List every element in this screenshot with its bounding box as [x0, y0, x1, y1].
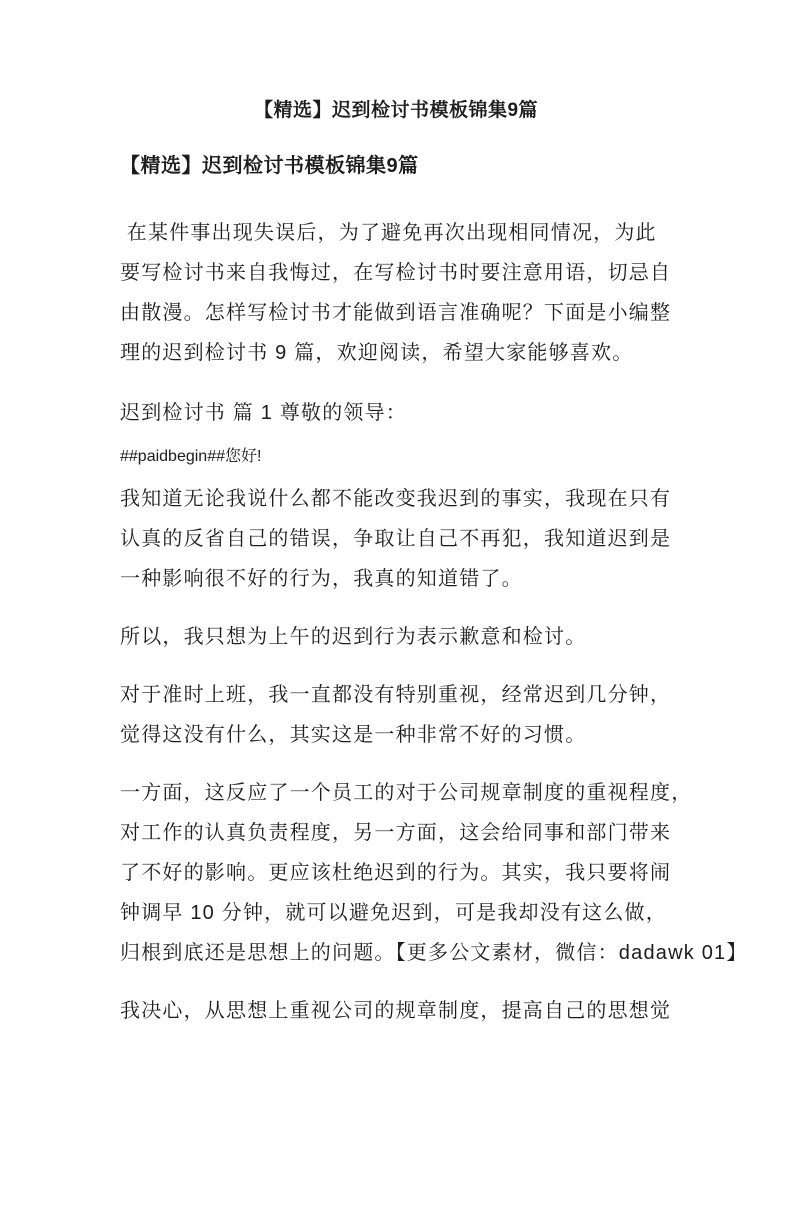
text-line: 一方面，这反应了一个员工的对于公司规章制度的重视程度， [120, 782, 693, 804]
text-line: 认真的反省自己的错误，争取让自己不再犯，我知道迟到是 [120, 528, 672, 550]
body-paragraph [120, 991, 672, 1031]
body-paragraph [120, 675, 672, 755]
document-title: 【精选】迟到检讨书模板锦集9篇 [253, 100, 539, 121]
text-line: 我决心，从思想上重视公司的规章制度，提高自己的思想觉 [120, 1000, 672, 1022]
intro-paragraph [120, 213, 672, 373]
text-line: 对于准时上班，我一直都没有特别重视，经常迟到几分钟， [120, 684, 672, 706]
text-line: 由散漫。怎样写检讨书才能做到语言准确呢？下面是小编整 [120, 302, 672, 324]
text-line: 我知道无论我说什么都不能改变我迟到的事实，我现在只有 [120, 488, 672, 510]
text-line: 了不好的影响。更应该杜绝迟到的行为。其实，我只要将闹 [120, 862, 672, 884]
body-paragraph [120, 479, 672, 599]
text-line: 要写检讨书来自我悔过，在写检讨书时要注意用语，切忌自 [120, 262, 672, 284]
text-line: 觉得这没有什么，其实这是一种非常不好的习惯。 [120, 724, 587, 746]
text-line: 所以，我只想为上午的迟到行为表示歉意和检讨。 [120, 626, 587, 648]
body-paragraph [120, 617, 672, 657]
document-page [0, 97, 793, 1219]
paid-marker-text: ##paidbegin##您好! [120, 448, 262, 465]
text-line: 一种影响很不好的行为，我真的知道错了。 [120, 568, 523, 590]
text-line: 在某件事出现失误后，为了避免再次出现相同情况，为此 [120, 222, 657, 244]
text-line: 对工作的认真负责程度，另一方面，这会给同事和部门带来 [120, 822, 672, 844]
body-paragraph [120, 773, 748, 973]
text-line: 理的迟到检讨书 9 篇，欢迎阅读，希望大家能够喜欢。 [120, 342, 634, 364]
text-line: 归根到底还是思想上的问题。【更多公文素材，微信：dadawk 01】 [120, 942, 748, 964]
section-heading: 迟到检讨书 篇 1 尊敬的领导： [120, 402, 407, 424]
document-subtitle: 【精选】迟到检讨书模板锦集9篇 [120, 155, 419, 177]
text-line: 钟调早 10 分钟，就可以避免迟到，可是我却没有这么做， [120, 902, 667, 924]
